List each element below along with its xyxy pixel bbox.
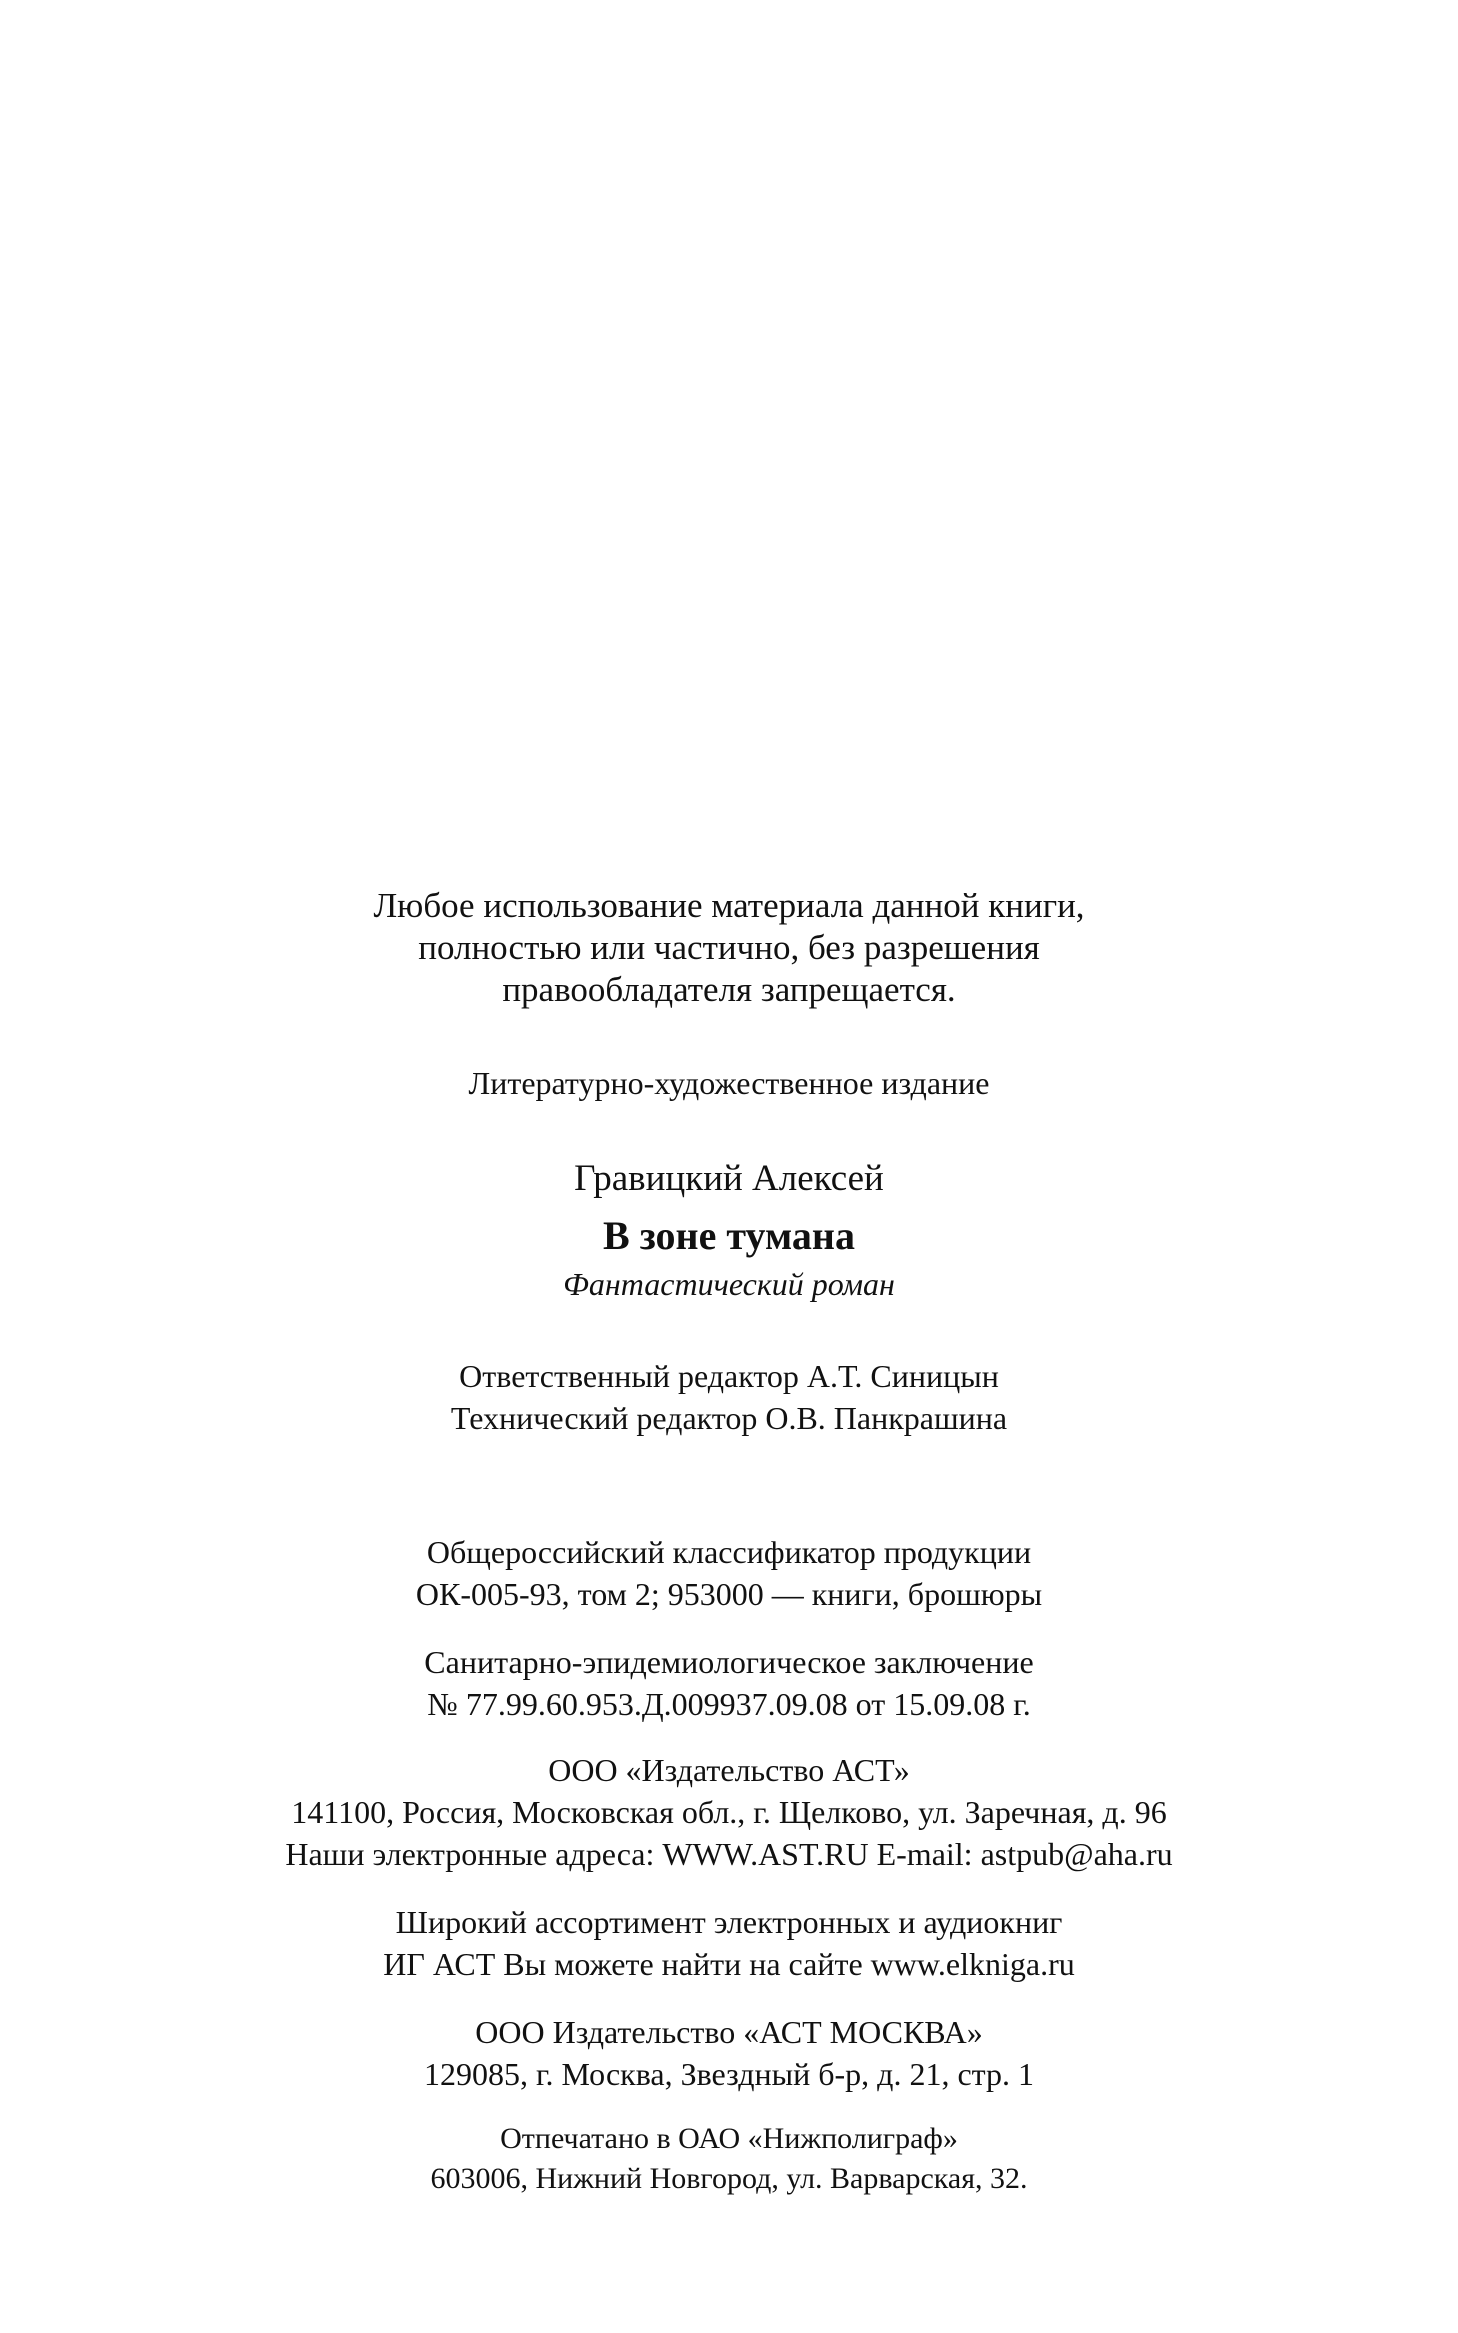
copyright-notice-line-3: правообладателя запрещается. xyxy=(502,970,956,1009)
technical-editor: Технический редактор О.В. Панкрашина xyxy=(450,1400,1008,1436)
book-genre: Фантастический роман xyxy=(563,1266,895,1302)
sanitary-line-2: № 77.99.60.953.Д.009937.09.08 от 15.09.08 г. xyxy=(427,1686,1031,1722)
edition-type: Литературно-художественное издание xyxy=(468,1065,990,1101)
sanitary-line-1: Санитарно-эпидемиологическое заключение xyxy=(424,1644,1034,1680)
book-title: В зоне тумана xyxy=(603,1213,855,1258)
copyright-notice-line-2: полностью или частично, без разрешения xyxy=(418,928,1040,967)
printer-name: Отпечатано в ОАО «Нижполиграф» xyxy=(500,2122,958,2155)
publisher-ast-name: ООО «Издательство АСТ» xyxy=(548,1752,910,1788)
ebooks-line-1: Широкий ассортимент электронных и аудиокниг xyxy=(395,1904,1063,1940)
ebooks-line-2: ИГ АСТ Вы можете найти на сайте www.elkniga.ru xyxy=(383,1946,1075,1982)
publisher-ast-address: 141100, Россия, Московская обл., г. Щелково, ул. Заречная, д. 96 xyxy=(291,1794,1167,1830)
copyright-notice-line-1: Любое использование материала данной книги, xyxy=(373,886,1085,925)
publisher-moscow-name: ООО Издательство «АСТ МОСКВА» xyxy=(475,2014,983,2050)
publisher-ast-web: Наши электронные адреса: WWW.AST.RU E-mail: astpub@aha.ru xyxy=(285,1836,1173,1872)
responsible-editor: Ответственный редактор А.Т. Синицын xyxy=(459,1358,999,1394)
classifier-line-2: ОК-005-93, том 2; 953000 — книги, брошюры xyxy=(415,1576,1043,1612)
printer-address: 603006, Нижний Новгород, ул. Варварская, 32. xyxy=(430,2162,1028,2195)
book-author: Гравицкий Алексей xyxy=(574,1158,884,1199)
classifier-line-1: Общероссийский классификатор продукции xyxy=(426,1534,1032,1570)
publisher-moscow-address: 129085, г. Москва, Звездный б-р, д. 21, стр. 1 xyxy=(423,2056,1035,2092)
